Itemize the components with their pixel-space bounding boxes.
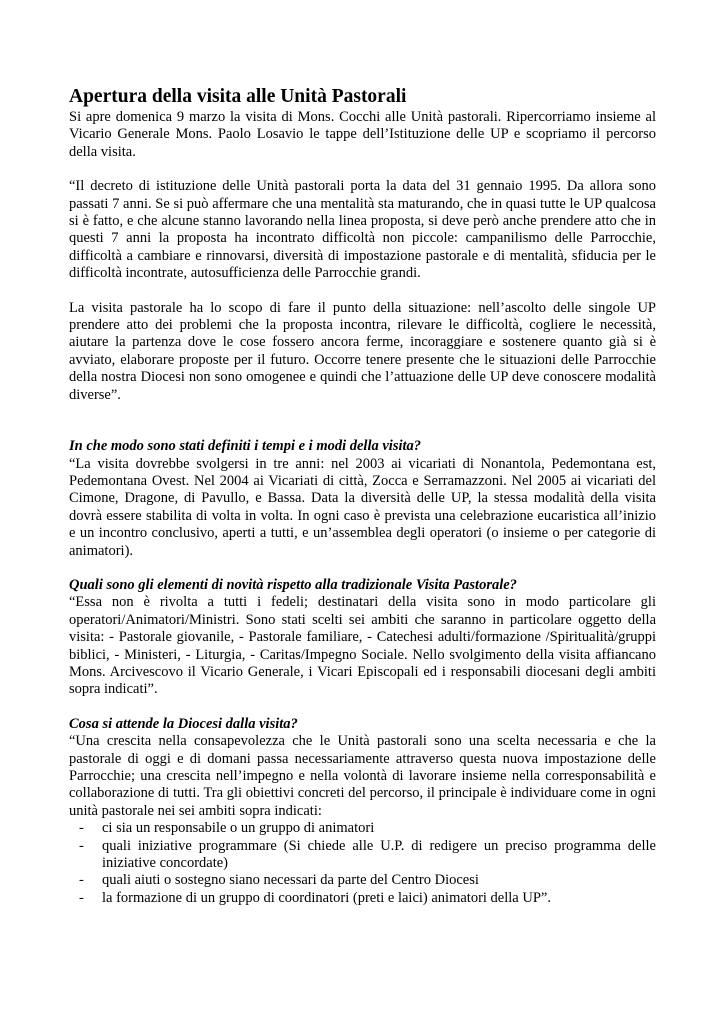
list-item [69,838,656,873]
list-item [69,872,656,889]
list-item [69,820,656,837]
spacer [69,699,656,716]
objectives-list [69,820,656,907]
document-page [69,85,656,907]
intro-paragraph: Si apre domenica 9 marzo la visita di Mons. Cocchi alle Unità pastorali. Ripercorriamo insieme al Vicario Generale Mons. Paolo Losavio le tappe dell’Istituzione delle UP e scopriamo il percorso della visita. [69,109,656,160]
answer-3: “Una crescita nella consapevolezza che le Unità pastorali sono una scelta necessaria e che la pastorale di oggi e di domani passa necessariamente attraverso questa nuova impostazione delle Parrocchie; una crescita nell’impegno e nella volontà di lavorare insieme nella corresponsabilità e collaborazione di tutti. Tra gli obiettivi concreti del percorso, il principale è individuare come in ogni unità pastorale nei sei ambiti sopra indicati: [69,733,656,819]
list-item-text: quali aiuti o sostegno siano necessari da parte del Centro Diocesi [102,872,479,889]
spacer [69,161,656,178]
quote-paragraph-2: La visita pastorale ha lo scopo di fare il punto della situazione: nell’ascolto delle singole UP prendere atto dei problemi che la proposta incontra, rilevare le difficoltà, cogliere le necessità, aiutare la partenza dove le cose fossero ancora ferme, incoraggiare e sostenere quanto già si è avviato, elaborare proposte per il futuro. Occorre tenere presente che le situazioni delle Parrocchie della nostra Diocesi non sono omogenee e quindi che l’attuazione delle UP deve conoscere modalità diverse”. [69,299,656,403]
question-2: Quali sono gli elementi di novità rispetto alla tradizionale Visita Pastorale? [69,576,517,593]
list-item-text: la formazione di un gruppo di coordinatori (preti e laici) animatori della UP”. [102,889,551,906]
question-1: In che modo sono stati definiti i tempi e i modi della visita? [69,438,422,455]
spacer [69,560,656,577]
spacer [69,283,656,300]
dash-marker: - [79,872,84,889]
spacer [69,404,656,438]
dash-marker: - [79,837,84,854]
list-item [69,890,656,907]
list-item-text: ci sia un responsabile o un gruppo di animatori [102,820,375,837]
answer-1: “La visita dovrebbe svolgersi in tre anni: nel 2003 ai vicariati di Nonantola, Pedemontana est, Pedemontana Ovest. Nel 2004 ai Vicariati di città, Zocca e Serramazzoni. Nel 2005 ai vicariati del Cimone, Dragone, di Pavullo, e Bassa. Data la diversità delle UP, la stessa modalità della visita dovrà essere stabilita di volta in volta. In ogni caso è prevista una celebrazione eucaristica all’inizio e un incontro conclusivo, aperti a tutti, e un’assemblea degli operatori (o insieme o per categorie di animatori). [69,455,656,559]
answer-2: “Essa non è rivolta a tutti i fedeli; destinatari della visita sono in modo particolare gli operatori/Animatori/Ministri. Sono stati scelti sei ambiti che saranno in particolare oggetto della visita: - Pastorale giovanile, - Pastorale familiare, - Catechesi adulti/formazione /Spiritualità/gruppi biblici, - Ministeri, - Liturgia, - Caritas/Impegno Sociale. Nello svolgimento della visita affiancano Mons. Arcivescovo il Vicario Generale, i Vicari Episcopali ed i responsabili diocesani degli ambiti sopra indicati”. [69,594,656,698]
dash-marker: - [79,820,84,837]
question-3: Cosa si attende la Diocesi dalla visita? [69,715,298,732]
document-title: Apertura della visita alle Unità Pastorali [69,86,407,107]
quote-paragraph-1: “Il decreto di istituzione delle Unità pastorali porta la data del 31 gennaio 1995. Da allora sono passati 7 anni. Se si può affermare che una mentalità sta maturando, che in quasi tutte le UP qualcosa si è fatto, e che alcune stanno lavorando nella linea proposta, si deve però anche prendere atto che in questi 7 anni la proposta ha incontrato difficoltà non piccole: campanilismo delle Parrocchie, difficoltà a cambiare e rinnovarsi, diversità di impostazione pastorale e di mentalità, sfiducia per le difficoltà incontrate, autosufficienza delle Parrocchie grandi. [69,178,656,282]
list-item-text: quali iniziative programmare (Si chiede alle U.P. di redigere un preciso programma delle iniziative concordate) [102,837,656,872]
dash-marker: - [79,889,84,906]
